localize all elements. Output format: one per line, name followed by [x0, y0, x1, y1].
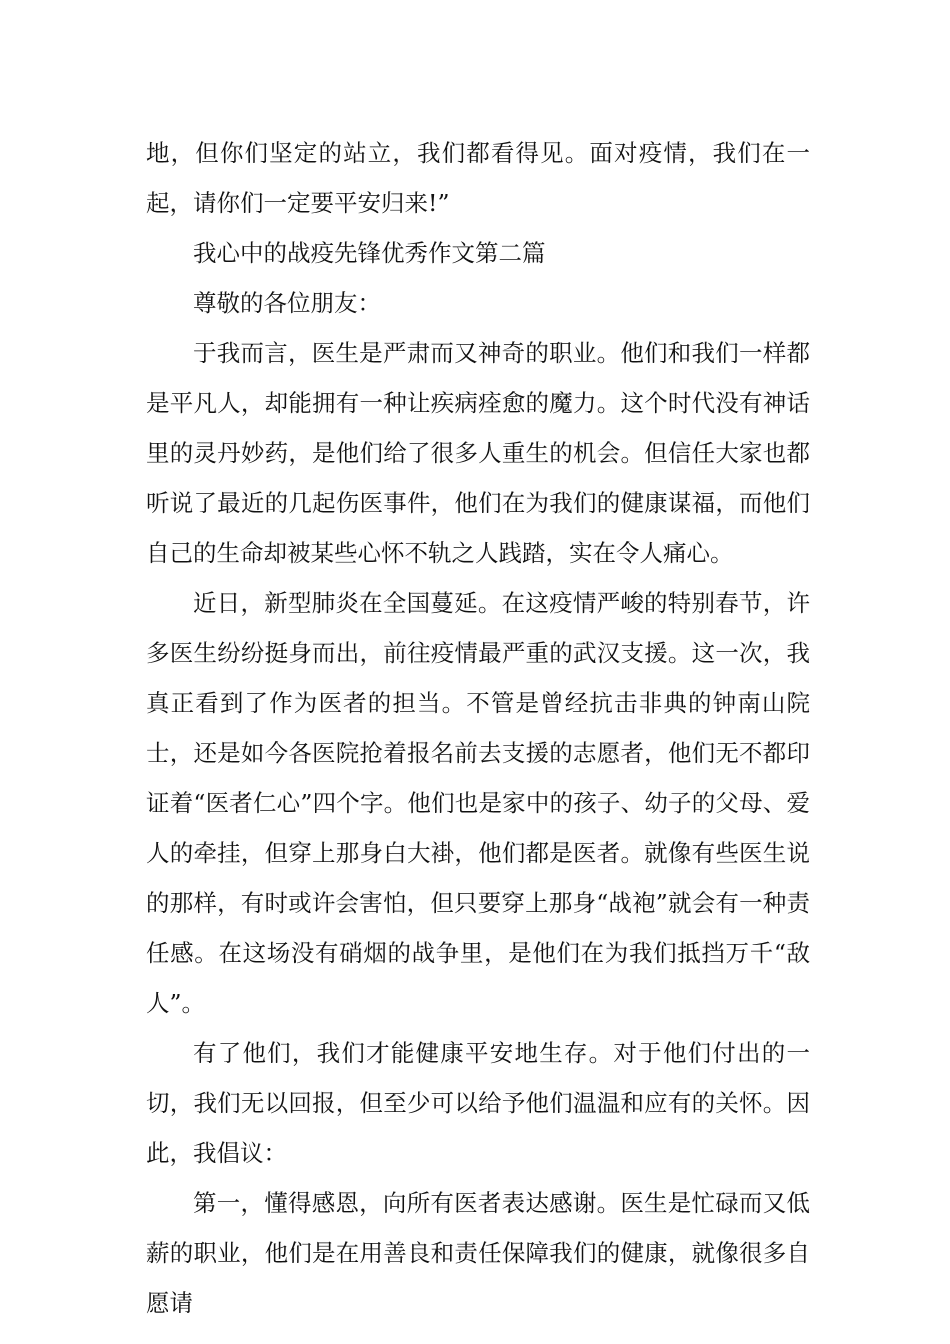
paragraph: 近日，新型肺炎在全国蔓延。在这疫情严峻的特别春节，许多医生纷纷挺身而出，前往疫情最严重的武汉支援。这一次，我真正看到了作为医者的担当。不管是曾经抗击非典的钟南山院士，还是如今各医院抢着报名前去支援的志愿者，他们无不都印证着“医者仁心”四个字。他们也是家中的孩子、幼子的父母、爱人的牵挂，但穿上那身白大褂，他们都是医者。就像有些医生说的那样，有时或许会害怕，但只要穿上那身“战袍”就会有一种责任感。在这场没有硝烟的战争里，是他们在为我们抵挡万千“敌人”。 [146, 589, 810, 1017]
paragraph: 有了他们，我们才能健康平安地生存。对于他们付出的一切，我们无以回报，但至少可以给予他们温温和应有的关怀。因此，我倡议： [146, 1039, 810, 1167]
salutation: 尊敬的各位朋友： [193, 289, 381, 317]
paragraph: 于我而言，医生是严肃而又神奇的职业。他们和我们一样都是平凡人，却能拥有一种让疾病痊愈的魔力。这个时代没有神话里的灵丹妙药，是他们给了很多人重生的机会。但信任大家也都听说了最近的几起伤医事件，他们在为我们的健康谋福，而他们自己的生命却被某些心怀不轨之人践踏，实在令人痛心。 [146, 339, 810, 567]
paragraph-continuation: 地，但你们坚定的站立，我们都看得见。面对疫情，我们在一起，请你们一定要平安归来!” [146, 139, 810, 217]
paragraph: 第一，懂得感恩，向所有医者表达感谢。医生是忙碌而又低薪的职业，他们是在用善良和责任保障我们的健康，就像很多自愿请 [146, 1189, 810, 1317]
document-body [146, 128, 810, 1328]
essay-heading: 我心中的战疫先锋优秀作文第二篇 [193, 239, 546, 267]
